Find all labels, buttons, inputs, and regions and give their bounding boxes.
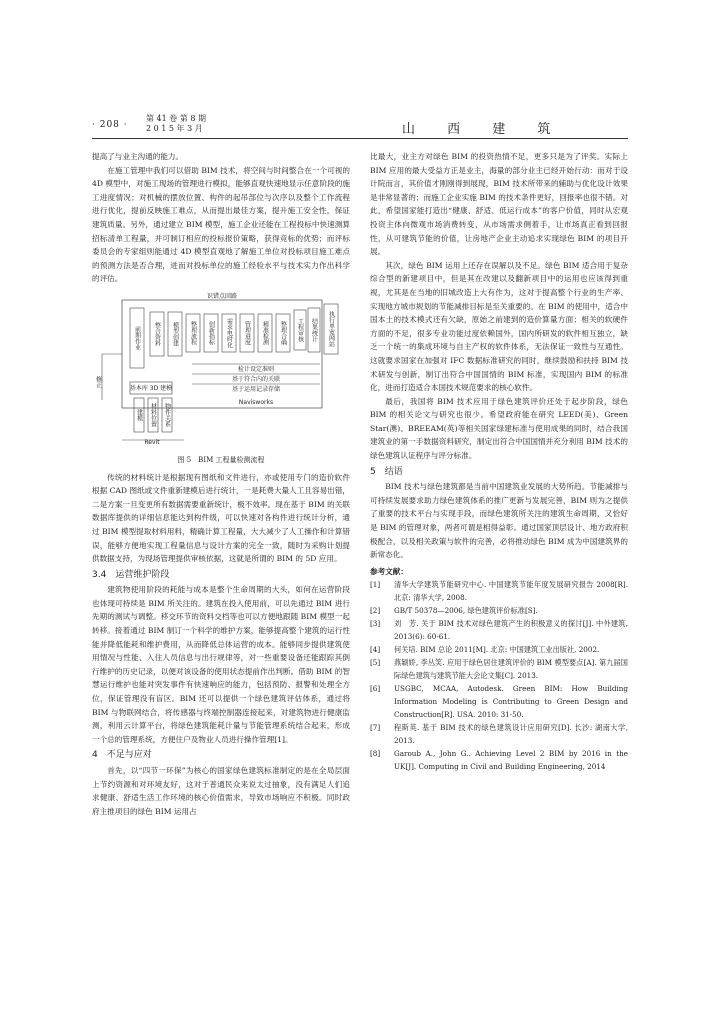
label-b7: 管理进度 [243,320,251,345]
reference-item: [5] 燕颖娇, 李丛笑. 应用于绿色居住建筑评价的 BIM 模型要点[A]. 第九届国际绿色建筑与建筑节能大会论文集[C]. 2013. [370,658,628,681]
date-line: 2 0 1 5 年 3 月 [146,124,203,133]
paragraph: 最后，我国将 BIM 技术应用于绿色建筑评价还处于起步阶段，绿色 BIM 的相关论文与研究也很少。希望政府能在研究 LEED(美)、Green Star(澳)、BREEAM(英)等相关国家绿建标准与使用成果的同时，结合我国建筑业的第一手数据资料研究，制定出符合中国国情并充分利用 BIM 技术的绿色建筑认证程序与评分标准。 [370,396,628,461]
paragraph: 在施工管理中我们可以借助 BIM 技术，将空间与时间整合在一个可视的 4D 模型中，对施工现场的管理进行模拟，能够直观快速地显示任意阶段的施工进度情况；对机械的摆放位置、构件的起吊部位与次序以及整个工作流程进行优化，提前反映施工难点，从而提出最佳方案，提升施工安全性，保证建筑质量。另外，通过建立 BIM 模型，施工企业还能在工程投标中快速测算招标清单工程量，并可制订相应的投标报价策略，获得竞标的优势；而评标委员会的专家组则能通过 4D 模型直观地了解施工单位对投标项目施工难点的预测方法是否合理，进而对投标单位的施工经验水平与技术实力作出科学的评估。 [92,165,350,284]
figure-caption: 图 5 BIM 工程量检测流程 [177,455,265,464]
base-box-label: 基本库 3D 建模 [129,384,173,392]
bar-label-2: 基于符合内的关联 [231,375,281,383]
reference-item: [7] 程斯英. 基于 BIM 技术的绿色建筑设计应用研究[D]. 长沙: 湖南大学, 2013. [370,723,628,746]
section-heading: 4 不足与应对 [92,750,152,761]
label-b9: 整理合确 [279,320,287,345]
label-b8: 精准检测 [261,320,269,345]
section-heading: 5 结语 [370,466,403,477]
label-b11: 结果统计 [310,317,318,342]
header-rule [92,138,628,139]
small-label-2: 材料位置 [149,402,157,427]
label-b1: 前期作业 [133,325,141,350]
label-b2: 整合资料 [153,321,161,346]
right-column [370,150,628,773]
reference-item: [3] 刘 芳. 关于 BIM 技术对绿色建筑产生的积极意义的探讨[J]. 中外建筑, 2013(6): 60-61. [370,619,628,642]
paragraph: 提高了与业主沟通的能力。 [92,152,184,161]
reference-list [370,578,628,773]
references-title: 参考文献： [370,566,408,576]
reference-item: [4] 何关培. BIM 总论 2011[M]. 北京: 中国建筑工业出版社, 2002. [370,645,600,655]
bar-label-1: 检计设定准则 [237,365,275,373]
paragraph: 建筑物使用阶段的耗能与成本是整个生命周期的大头，如何在运营阶段也体现可持续是 BIM 所关注的。建筑在投入使用前，可以先通过 BIM 进行先期的测试与调整。移交环节的资料交档等也可以方便地跟随 BIM 模型一起转移。接着通过 BIM 制订一个科学的维护方案，能够提高整个建筑的运行性能并降低能耗和维护费用，从而降低总体运营的成本。能够同步提供建筑使用情况与性能、入住人员信息与出行规律等，对一些重要设备还能跟踪其倒行维护的历史记录，以便对该设备的使用状态提前作出判断。借助 BIM 的智慧运行维护也能对突发事件有快速响应的能力，包括预防、报警和处理全方位，保证管理没有盲区。BIM 还可以提供一个绿色建筑评估体系，通过将 BIM 与物联网结合，将传感器与终端控制器连接起来，对建筑物进行健康监测，利用云计算平台，将绿色建筑能耗计量与节能管理系统结合起来，形成一个总的管理系统，方便住户及物业人员进行操作管理[1]。 [92,585,350,744]
section-heading: 3.4 运营维护阶段 [92,569,170,580]
paragraph: 传统的材料统计是根据现有图纸和文件进行，亦或使用专门的造价软件根据 CAD 图纸或文件重新建模后进行统计，一是耗费大量人工且容易出错，二是方案一旦变更所有数据需要重新统计，极不效率。现在基于 BIM 的关联数据库提供的详细信息能达到构件级，可以快速对各构件进行统计分析，通过 BIM 模型提取材料用料，精确计算工程量，大大减少了人工操作和计算错误，能够方便地实现工程量信息与设计方案的完全一致，随时为采购计划提供数据支持，为现场管理提供审核依据，这就是所谓的 BIM 的 5D 应用。 [92,472,350,564]
top-label: 识错点回路 [206,292,238,300]
label-b6: 需求电时化 [225,317,233,348]
label-b12: 执行单宽网站 [327,310,335,347]
label-b10: 工程审核 [296,317,304,342]
page-number: · 208 · [92,120,128,130]
reference-item: [6] USGBC, MCAA, Autodesk. Green BIM: How Building Information Modeling is Contributing to Green Design and Construction[R]. USA. 2010: 31-50. [370,684,628,720]
volume-info [146,114,206,134]
journal-title: 山 西 建 筑 [402,122,565,137]
reference-item: [1] 清华大学建筑节能研究中心. 中国建筑节能年度发展研究报告 2008[R]. 北京: 清华大学, 2008. [370,580,628,603]
volume-line: 第 41 卷 第 8 期 [146,114,206,123]
page-header [92,112,628,136]
small-label-3: 物件关系 [163,402,171,427]
paragraph: BIM 技术与绿色建筑都是当前中国建筑业发展的大势所趋。节能减排与可持续发展要求助力绿色建筑体系的推广更新与发展完善，BIM 则为之提供了重要的技术平台与实现手段，而绿色建筑所关注的建筑生命周期，又恰好是 BIM 的管理对象，两者可谓是相得益彰。通过国家顶层设计、地方政府积极配合，以及相关政策与软件的完善，必将推动绿色 BIM 成为中国建筑界的新常态化。 [370,482,628,560]
figure-5 [92,290,350,454]
side-label: 修正 [94,375,102,388]
label-b3: 模型创建 [171,321,179,346]
label-b5: 创新指标 [207,320,215,345]
paragraph: 比最大，业主方对绿色 BIM 的投资热情不足，更多只是为了评奖。实际上 BIM 应用的最大受益方正是业主，海量的部分业主已经开始行动：而对于设计院而言，其价值才刚刚得到展现，BIM 技术所带来的辅助与优化设计效果是非常显著的；而施工企业实施 BIM 的技术条件更好，回报率也很不错。对此，希望国家能打造出“健康、舒适、低运行成本”的客户价值，同时从宏观投资主体向微观市场消费转变，从市场需求侧着手，让市场真正看到回报性，从可建筑节能的价值，让房地产企业主动追求实现绿色 BIM 的项目开展。 [370,152,628,257]
navisworks-label: Navisworks [238,398,274,406]
reference-item: [8] Garoub A., John G.. Achieving Level 2 BIM by 2016 in the UK[J]. Computing in Civil and Building Engineering, 2014 [370,749,628,772]
label-b4: 整理流程 [189,320,197,345]
reference-item: [2] GB/T 50378—2006, 绿色建筑评价标准[S]. [370,606,538,616]
flow-diagram [92,290,350,454]
paragraph: 首先，以“四节一环保”为核心的国家绿色建筑标准制定的是在全局层面上节约资源和对环境友好，这对于普通民众来说太过抽象，没有满足人们追求健康、舒适生活工作环境的核心价值需求，导致市场响应不积极。同时政府主推项目的绿色 BIM 运用占 [92,766,350,816]
paragraph: 其次，绿色 BIM 运用上还存在误解以及不足。绿色 BIM 适合用于复杂综合型的新建项目中，但是其在改建以及翻新项目中的运用也应该得到重视，尤其是在当地的旧城改造上大有作为，这对于提高整个行业的生产率、实现地方城市规划的节能减排目标是至关重要的。在 BIM 的使用中，适合中国本土的技术模式还有欠缺，原始之前建到的造价算量方面；相关的软硬件方面的不足，很多专业功能过度依赖国外，国内所研发的软件相互独立，缺乏一个统一的集成环境与自主产权的软件体系，无法保证一致性与互通性。这就要求国家在加强对 IFC 数据标准研究的同时，继续鼓励和扶持 BIM 技术研发与创新，制订出符合中国国情的 BIM 标准，实现国内 BIM 的标准化，进而打造适合本国技术规范要求的核心软件。 [370,260,628,393]
small-label-1: 建模 [135,408,143,421]
bar-label-3: 基于运用记录存储 [231,385,281,393]
left-column [92,150,350,818]
revit-label: Revit [144,438,160,446]
